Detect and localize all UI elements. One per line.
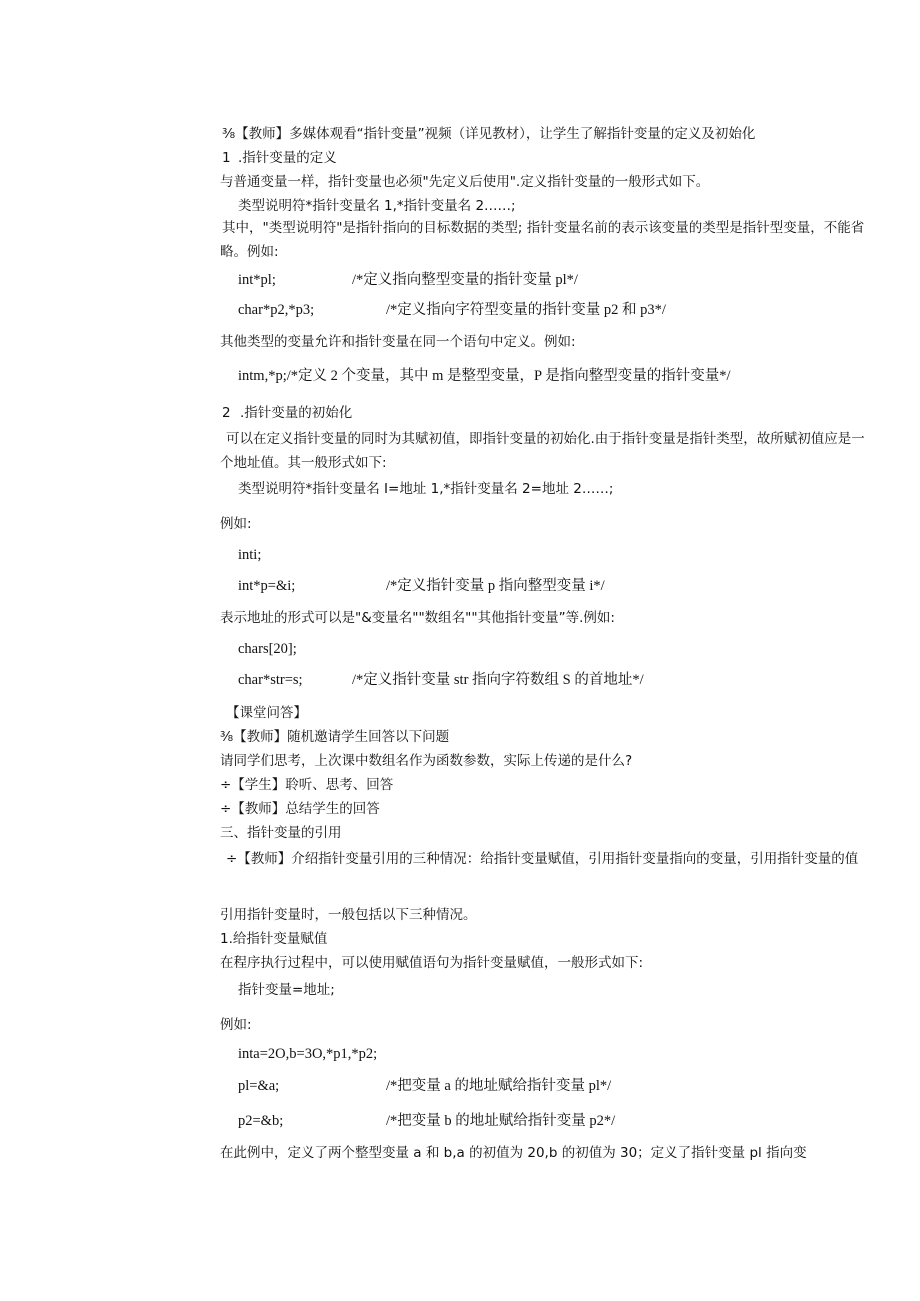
heading-class-qa: 【课堂问答】 bbox=[226, 705, 307, 721]
code-line-init-p: int*p=&i; bbox=[238, 578, 296, 594]
heading-pointer-reference: 三、指针变量的引用 bbox=[220, 825, 342, 841]
code-comment-int-pointer: /*定义指向整型变量的指针变量 pl*/ bbox=[352, 272, 578, 288]
paragraph-mixed-definition: 其他类型的变量允许和指针变量在同一个语句中定义。例如: bbox=[220, 334, 576, 350]
syntax-pointer-initialization: 类型说明符*指针变量名 I=地址 1,*指针变量名 2=地址 2……; bbox=[238, 481, 614, 497]
code-comment-char-pointers: /*定义指向字符型变量的指针变量 p2 和 p3*/ bbox=[386, 302, 666, 318]
code-line-assign-p2: p2=&b; bbox=[238, 1113, 284, 1129]
section-number-2: 2 bbox=[222, 405, 231, 421]
code-line-int-vars: inta=2O,b=3O,*p1,*p2; bbox=[238, 1046, 378, 1062]
paragraph-initialization: 可以在定义指针变量的同时为其赋初值，即指针变量的初始化.由于指针变量是指针类型，故所赋初值应是一个地址值。其一般形式如下: bbox=[220, 431, 865, 471]
code-line-char-array: chars[20]; bbox=[238, 641, 297, 657]
code-comment-assign-p1: /*把变量 a 的地址赋给指针变量 pl*/ bbox=[386, 1078, 612, 1094]
code-comment-assign-p2: /*把变量 b 的地址赋给指针变量 p2*/ bbox=[386, 1113, 616, 1129]
teacher-video-instruction: ⅜【教师】多媒体观看“指针变量”视频（详见教材），让学生了解指针变量的定义及初始化 bbox=[222, 126, 756, 142]
code-comment-char-str: /*定义指针变量 str 指向字符数组 S 的首地址*/ bbox=[352, 672, 644, 688]
paragraph-example-explanation: 在此例中，定义了两个整型变量 a 和 b,a 的初值为 20,b 的初值为 30；定义了指针变量 pl 指向变 bbox=[220, 1145, 807, 1161]
paragraph-address-forms: 表示地址的形式可以是"&变量名""数组名""其他指针变量”等.例如: bbox=[220, 610, 615, 626]
code-line-char-str: char*str=s; bbox=[238, 672, 303, 688]
heading-pointer-definition: .指针变量的定义 bbox=[238, 150, 337, 166]
teacher-invite-students: ⅜【教师】随机邀请学生回答以下问题 bbox=[220, 729, 450, 745]
question-prompt: 请同学们思考，上次课中数组名作为函数参数，实际上传递的是什么? bbox=[220, 753, 633, 769]
syntax-pointer-assignment: 指针变量=地址; bbox=[238, 982, 335, 998]
heading-pointer-initialization: .指针变量的初始化 bbox=[240, 405, 353, 421]
paragraph-type-specifier: 其中，"类型说明符"是指针指向的目标数据的类型; 指针变量名前的表示该变量的类型是指针型变量，不能省略。例如: bbox=[220, 220, 865, 260]
code-comment-init-p: /*定义指针变量 p 指向整型变量 i*/ bbox=[386, 578, 605, 594]
teacher-summary: ÷【教师】总结学生的回答 bbox=[220, 801, 380, 817]
teacher-introduce-references: ÷【教师】介绍指针变量引用的三种情况：给指针变量赋值，引用指针变量指向的变量，引用指针变量的值 bbox=[226, 851, 859, 867]
paragraph-assignment-statement: 在程序执行过程中，可以使用赋值语句为指针变量赋值，一般形式如下: bbox=[220, 955, 644, 971]
heading-assign-pointer: 1.给指针变量赋值 bbox=[220, 931, 328, 947]
example-label-1: 例如: bbox=[220, 516, 252, 532]
syntax-pointer-definition: 类型说明符*指针变量名 1,*指针变量名 2……; bbox=[238, 198, 516, 214]
code-line-char-pointers: char*p2,*p3; bbox=[238, 302, 315, 318]
code-line-int-i: inti; bbox=[238, 547, 262, 563]
paragraph-three-cases: 引用指针变量时，一般包括以下三种情况。 bbox=[220, 907, 477, 923]
code-line-mixed-definition: intm,*p;/*定义 2 个变量，其中 m 是整型变量，P 是指向整型变量的指针变量*/ bbox=[238, 368, 731, 384]
student-activity: ÷【学生】聆听、思考、回答 bbox=[220, 777, 394, 793]
section-number-1: 1 bbox=[222, 150, 231, 166]
code-line-int-pointer: int*pl; bbox=[238, 272, 276, 288]
code-line-assign-p1: pl=&a; bbox=[238, 1078, 280, 1094]
example-label-2: 例如: bbox=[220, 1017, 252, 1033]
paragraph-define-before-use: 与普通变量一样，指针变量也必须"先定义后使用".定义指针变量的一般形式如下。 bbox=[220, 174, 710, 190]
